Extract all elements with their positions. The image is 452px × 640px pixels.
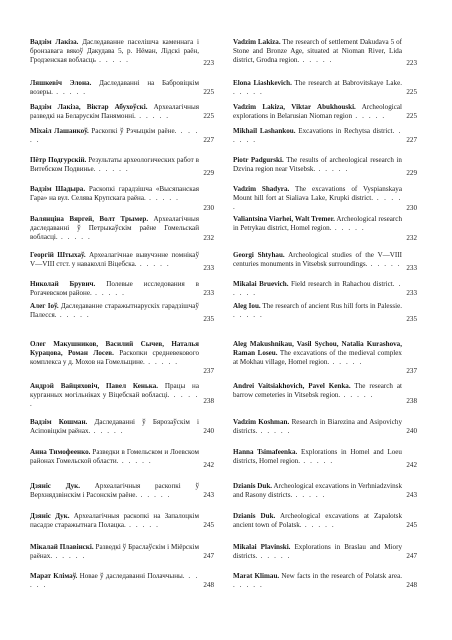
entry-text bbox=[30, 280, 214, 298]
toc-entry bbox=[30, 418, 214, 436]
entry-title: Раскопки средневекового комплекса у д. Мохов на Гомельщине. bbox=[30, 349, 199, 367]
entry-title: Археалагічныя даследаванні ў Петрыкаўскім раёне Гомельскай вобласці. bbox=[30, 215, 199, 242]
entry-text bbox=[233, 543, 417, 561]
entry-title: Archeological excavations in Verhniadzvinsk and Rasony districts. bbox=[233, 482, 402, 500]
entry-title: Excavations in Rechytsa district. bbox=[298, 127, 395, 135]
entry-text bbox=[30, 448, 214, 466]
entry-text bbox=[233, 572, 417, 590]
entry-title: Explorations in Braslau and Miory districts. bbox=[233, 543, 402, 561]
toc-entry bbox=[233, 79, 417, 97]
toc-entry bbox=[233, 418, 417, 436]
leader-dots: . . . . . bbox=[233, 194, 402, 212]
toc-entry bbox=[233, 103, 417, 121]
leader-dots: . . . . . bbox=[299, 56, 333, 65]
page-number: 248 bbox=[203, 580, 214, 589]
entry-author: Dzianis Duk. bbox=[233, 482, 273, 490]
page-number: 242 bbox=[203, 460, 214, 469]
toc-entry bbox=[30, 302, 214, 324]
toc-entry bbox=[233, 38, 417, 68]
leader-dots: . . . . . bbox=[30, 391, 199, 409]
page-number: 247 bbox=[406, 551, 417, 560]
leader-dots: . . . . . bbox=[137, 491, 171, 500]
toc-entry bbox=[30, 156, 214, 178]
leader-dots: . . . . . bbox=[125, 521, 160, 530]
entry-text bbox=[30, 418, 214, 436]
entry-author: Mikalai Plavinski. bbox=[233, 543, 291, 551]
entry-author: Вадзім Лакіза. bbox=[30, 38, 79, 46]
entry-text bbox=[233, 79, 417, 97]
leader-dots: . . . . . bbox=[315, 165, 349, 174]
toc-entry bbox=[233, 302, 417, 324]
leader-dots: . . . . . bbox=[257, 427, 291, 436]
entry-text bbox=[30, 543, 214, 561]
page-number: 240 bbox=[203, 426, 214, 435]
leader-dots: . . . . . bbox=[57, 233, 92, 242]
entry-author: Дзяніс Дук. bbox=[30, 512, 70, 520]
entry-text bbox=[30, 302, 214, 320]
leader-dots: . . . . . bbox=[329, 358, 363, 367]
entry-author: Вадзім Лакіза, Віктар Абухоўскі. bbox=[30, 103, 148, 111]
toc-entry bbox=[30, 482, 214, 500]
entry-author: Николай Брувич. bbox=[30, 280, 96, 288]
leader-dots: . . . . . bbox=[352, 112, 386, 121]
entry-author: Георгій Штыхаў. bbox=[30, 251, 86, 259]
toc-entry bbox=[233, 185, 417, 213]
leader-dots: . . . . . bbox=[292, 491, 327, 500]
leader-dots: . . . . . bbox=[300, 457, 334, 466]
entry-author: Пётр Подгурскій. bbox=[30, 156, 87, 164]
page-number: 245 bbox=[203, 520, 214, 529]
entry-author: Andrei Vaitsiakhovich, Pavel Kenka. bbox=[233, 382, 351, 390]
page-number: 229 bbox=[203, 168, 214, 177]
entry-title: Research in Biarezina and Asipovichy districts. bbox=[233, 418, 403, 436]
entry-title: Даследаванні на Бабровіцкім возеры. bbox=[30, 79, 199, 97]
entry-title: Archeological excavations at Zapalotsk ancient town of Polatsk. bbox=[233, 512, 402, 530]
leader-dots: . . . . . bbox=[52, 552, 86, 561]
entry-text bbox=[30, 215, 214, 243]
page-number: 247 bbox=[203, 551, 214, 560]
entry-text bbox=[30, 251, 214, 269]
entry-title: Разведкі ў Браслаўскім і Міёрскім раёнах. bbox=[30, 543, 199, 561]
leader-dots: . . . . . bbox=[340, 391, 374, 400]
entry-author: Aleg Makushnikau, Vasil Sychou, Natalia Kurashova, Raman Loseu. bbox=[233, 340, 402, 358]
entry-text bbox=[30, 482, 214, 500]
page-number: 237 bbox=[203, 366, 214, 375]
entry-title: Field research in Rahachou district. bbox=[291, 280, 395, 288]
page-number: 237 bbox=[406, 366, 417, 375]
toc-entry bbox=[233, 572, 417, 590]
entry-title: The excavations of Vyspianskaya Mount hill fort at Sialiava Lake, Krupki district. bbox=[233, 185, 402, 203]
entry-author: Анна Тимофеенко. bbox=[30, 448, 91, 456]
toc-entry bbox=[30, 512, 214, 530]
leader-dots: . . . . . bbox=[30, 572, 199, 590]
entry-title: Археалагічныя раскопкі ў Верхнядзвінскім і Расонскім раёне. bbox=[30, 482, 199, 500]
toc-entry bbox=[233, 382, 417, 406]
entry-author: Vadzim Lakiza. bbox=[233, 38, 281, 46]
page-number: 232 bbox=[203, 233, 214, 242]
entry-text bbox=[233, 127, 417, 145]
entry-title: The results of archeological research in Dzvina region near Vitsebsk. bbox=[233, 156, 402, 174]
entry-title: New facts in the research of Polatsk area. bbox=[281, 572, 402, 580]
entry-text bbox=[233, 185, 417, 213]
page-number: 238 bbox=[406, 396, 417, 405]
entry-author: Hanna Tsimafeenka. bbox=[233, 448, 298, 456]
entry-author: Алег Іоў. bbox=[30, 302, 59, 310]
entry-author: Марат Клімаў. bbox=[30, 572, 78, 580]
entry-author: Вадзім Кошман. bbox=[30, 418, 88, 426]
page-number: 225 bbox=[203, 111, 214, 120]
toc-entry bbox=[233, 215, 417, 243]
entry-title: Archeological explorations in Belarusian Nioman region bbox=[233, 103, 402, 121]
entry-author: Piotr Padgurski. bbox=[233, 156, 284, 164]
toc-entry bbox=[30, 215, 214, 243]
page-number: 235 bbox=[203, 314, 214, 323]
entry-title: The research of settlement Dakudava 5 of Stone and Bronze Age, situated at Nioman River, Lida district, Grodna region. bbox=[233, 38, 402, 65]
leader-dots: . . . . . bbox=[233, 311, 264, 320]
leader-dots: . . . . . bbox=[30, 127, 199, 145]
entry-title: Даследаванні ў Бярозаўскім і Асіповіцкім раёнах. bbox=[30, 418, 199, 436]
page-number: 227 bbox=[203, 135, 214, 144]
toc-entry bbox=[233, 251, 417, 273]
page-number: 233 bbox=[406, 288, 417, 297]
entry-author: Mikalai Bruevich. bbox=[233, 280, 289, 288]
toc-entry bbox=[30, 543, 214, 561]
leader-dots: . . . . . bbox=[118, 457, 153, 466]
toc-entry bbox=[30, 127, 214, 145]
entry-text bbox=[30, 512, 214, 530]
entry-text bbox=[30, 79, 214, 97]
entry-title: Даследаванне паселішча каменнага і бронзавага вякоў Дакудава 5, р. Нёман, Лідскі раён, Гродзенская вобласць bbox=[30, 38, 199, 65]
entry-title: Archeological studies of the V—VIII centuries monuments in Vitsebsk surroundings. bbox=[233, 251, 402, 269]
entry-author: Dzianis Duk. bbox=[233, 512, 276, 520]
toc-entry bbox=[233, 340, 417, 376]
entry-text bbox=[30, 185, 214, 203]
leader-dots: . . . . . bbox=[136, 260, 171, 269]
entry-title: Раскопкі гарадзішча «Высяпанская Гара» на вул. Селява Крупскага раёна. bbox=[30, 185, 199, 203]
leader-dots: . . . . . bbox=[233, 280, 402, 298]
entry-text bbox=[30, 382, 214, 410]
leader-dots: . . . . . bbox=[367, 260, 402, 269]
leader-dots: . . . . . bbox=[301, 521, 336, 530]
page-number: 243 bbox=[203, 490, 214, 499]
page-number: 232 bbox=[406, 233, 417, 242]
page-number: 223 bbox=[406, 58, 417, 67]
toc-entry bbox=[233, 127, 417, 145]
entry-title: Археалагічныя раскопкі на Запалоцкім пасадзе старажытнага Полацка. bbox=[30, 512, 200, 530]
entry-title: Разведки в Гомельском и Лоевском районах Гомельской области. bbox=[30, 448, 199, 466]
entry-author: Vadzim Lakiza, Viktar Abukhouski. bbox=[233, 103, 356, 111]
page-number: 233 bbox=[203, 288, 214, 297]
toc-entry bbox=[233, 543, 417, 561]
toc-entry bbox=[30, 572, 214, 590]
toc-entry bbox=[233, 280, 417, 298]
leader-dots: . . . . . bbox=[52, 88, 87, 97]
leader-dots: . . . . . bbox=[145, 194, 180, 203]
entry-author: Олег Макушников, Василий Сычев, Наталья Курацова, Роман Лосев. bbox=[30, 340, 199, 358]
page-number: 230 bbox=[406, 203, 417, 212]
entry-title: The research at barrow cemeteries in Vitsebsk region. bbox=[233, 382, 402, 400]
toc-entry bbox=[30, 185, 214, 213]
leader-dots: . . . . . bbox=[56, 311, 91, 320]
entry-author: Elona Liashkevich. bbox=[233, 79, 292, 87]
entry-text bbox=[30, 38, 214, 66]
entry-text bbox=[233, 215, 417, 233]
leader-dots: . . . . . bbox=[135, 112, 170, 121]
page-number: 240 bbox=[406, 426, 417, 435]
entry-author: Дзяніс Дук. bbox=[30, 482, 81, 490]
leader-dots: . . . . . bbox=[90, 427, 125, 436]
page-number: 225 bbox=[406, 87, 417, 96]
page-number: 243 bbox=[406, 490, 417, 499]
toc-entry bbox=[30, 340, 214, 376]
entry-title: The research of ancient Rus hill forts in Palessie. bbox=[262, 302, 402, 310]
leader-dots: . . . . . bbox=[257, 552, 291, 561]
entry-title: Раскопкі ў Рэчыцкім раёне. bbox=[91, 127, 177, 135]
entry-text bbox=[233, 280, 417, 298]
entry-text bbox=[233, 156, 417, 174]
toc-entry bbox=[30, 280, 214, 298]
entry-author: Mikhail Lashankou. bbox=[233, 127, 296, 135]
entry-author: Ляшкевіч Элона. bbox=[30, 79, 92, 87]
entry-author: Vadzim Shadyra. bbox=[233, 185, 290, 193]
leader-dots: . . . . . bbox=[233, 581, 264, 590]
toc-entry bbox=[30, 382, 214, 409]
toc-entry bbox=[233, 448, 417, 470]
entry-title: Результаты археологических работ в Витебском Подвинье. bbox=[30, 156, 199, 174]
leader-dots: . . . . . bbox=[95, 165, 130, 174]
leader-dots: . . . . . bbox=[91, 289, 126, 298]
entry-title: Explorations in Homel and Loeu districts, Homel region. bbox=[233, 448, 402, 466]
entry-author: Міхаіл Лашанкоў. bbox=[30, 127, 89, 135]
entry-title: Працы на курганных могільніках у Віцебскай вобласці. bbox=[30, 382, 199, 400]
page-number: 242 bbox=[406, 460, 417, 469]
page-number: 245 bbox=[406, 520, 417, 529]
entry-text bbox=[233, 302, 417, 320]
entry-author: Валянціна Вяргей, Волт Трымер. bbox=[30, 215, 149, 223]
toc-entry bbox=[30, 448, 214, 470]
entry-author: Marat Klimau. bbox=[233, 572, 280, 580]
toc-entry bbox=[30, 103, 214, 121]
toc-entry bbox=[30, 79, 214, 97]
entry-title: Археалагічныя разведкі на Беларускім Панямонні. bbox=[30, 103, 200, 121]
entry-text bbox=[30, 156, 214, 174]
entry-title: Даследаванне старажытнарускіх гарадзішчаў Палесся. bbox=[30, 302, 199, 320]
leader-dots: . . . . . bbox=[144, 358, 179, 367]
page-number: 229 bbox=[406, 168, 417, 177]
entry-text bbox=[30, 103, 214, 121]
entry-text bbox=[233, 448, 417, 466]
entry-text bbox=[30, 340, 214, 368]
leader-dots: . . . . . bbox=[233, 127, 403, 145]
entry-title: The excavations of the medieval complex at Mokhau village, Homel region. bbox=[233, 349, 402, 367]
entry-title: Новае ў даследаванні Полаччыны. bbox=[79, 572, 185, 580]
entry-author: Андрэй Вайцяховіч, Павел Кенька. bbox=[30, 382, 159, 390]
page-number: 248 bbox=[406, 580, 417, 589]
page-number: 233 bbox=[203, 263, 214, 272]
entry-title: Археалагічнае вывучэнне помнікаў V—VIII стст. у наваколлі Віцебска. bbox=[30, 251, 200, 269]
page-number: 238 bbox=[203, 396, 214, 405]
entry-text bbox=[233, 103, 417, 121]
toc-entry bbox=[233, 482, 417, 500]
entry-title: Archeological research in Petrykau district, Homel region. bbox=[233, 215, 402, 233]
page-number: 233 bbox=[406, 263, 417, 272]
entry-title: Полевые исследования в Рогачевском районе. bbox=[30, 280, 199, 298]
toc-entry bbox=[30, 251, 214, 273]
entry-text bbox=[233, 382, 417, 400]
page-number: 225 bbox=[406, 111, 417, 120]
entry-text bbox=[30, 127, 214, 145]
page-number: 235 bbox=[406, 314, 417, 323]
entry-author: Georgi Shtyhau. bbox=[233, 251, 285, 259]
entry-text bbox=[233, 38, 417, 66]
page-number: 227 bbox=[406, 135, 417, 144]
leader-dots: . . . . . bbox=[233, 88, 264, 97]
toc-entry bbox=[233, 156, 417, 178]
entry-text bbox=[233, 418, 417, 436]
entry-text bbox=[30, 572, 214, 590]
entry-author: Aleg Iou. bbox=[233, 302, 261, 310]
toc-entry bbox=[30, 38, 214, 68]
entry-author: Valiantsina Viarhei, Walt Tremer. bbox=[233, 215, 335, 223]
toc-entry bbox=[233, 512, 417, 530]
page-number: 225 bbox=[203, 87, 214, 96]
entry-author: Мікалай Плавінскі. bbox=[30, 543, 94, 551]
entry-title: The research at Babrovitskaye Lake. bbox=[294, 79, 402, 87]
entry-text bbox=[233, 251, 417, 269]
entry-author: Вадзім Шадыра. bbox=[30, 185, 86, 193]
entry-author: Vadzim Koshman. bbox=[233, 418, 290, 426]
entry-text bbox=[233, 512, 417, 530]
entry-text bbox=[233, 340, 417, 368]
leader-dots: . . . . . bbox=[331, 224, 366, 233]
page-number: 230 bbox=[203, 203, 214, 212]
page-number: 223 bbox=[203, 58, 214, 67]
entry-text bbox=[233, 482, 417, 500]
leader-dots: . . . . . bbox=[95, 56, 130, 65]
